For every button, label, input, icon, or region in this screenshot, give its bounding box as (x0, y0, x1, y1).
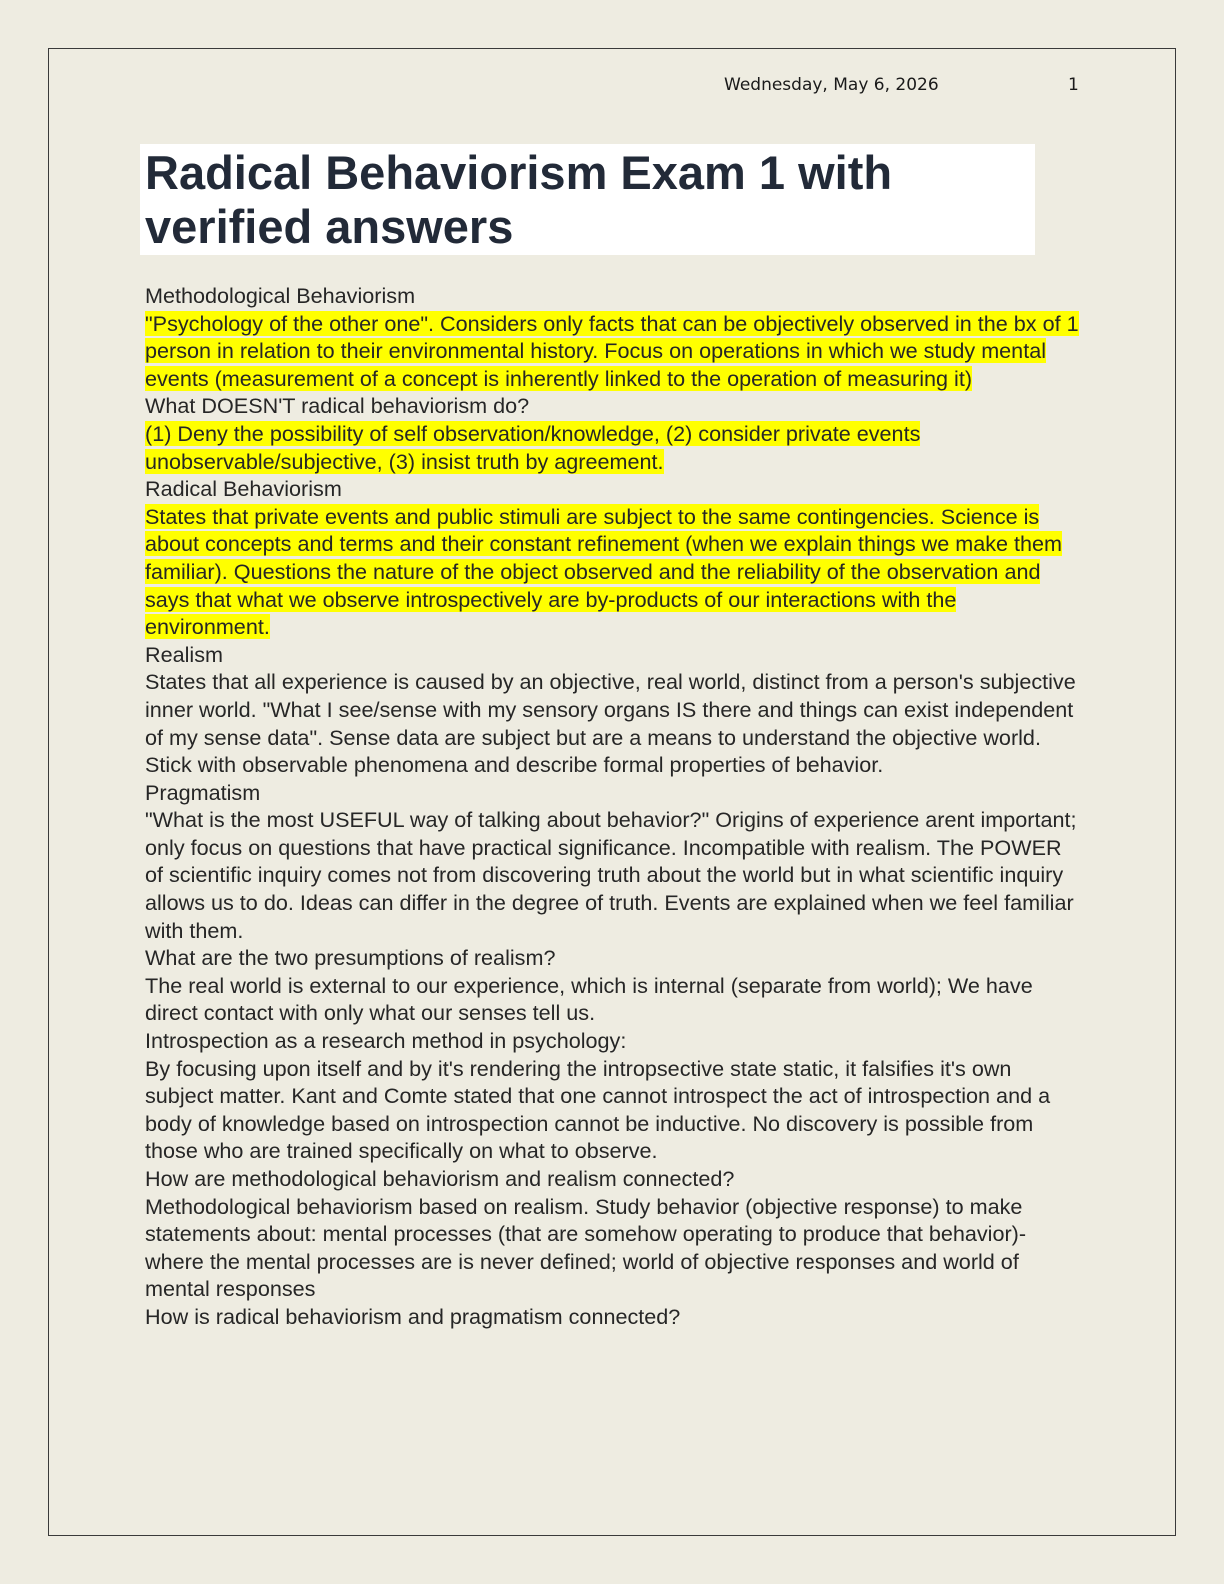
entry-term: What are the two presumptions of realism? (145, 945, 556, 971)
entry-definition: States that all experience is caused by an objective, real world, distinct from a person's subjective inner world. "What I see/sense with my sensory organs IS there and things can exist independent of my sense data". Sense data are subject but are a means to understand the objective world. Stick with observable phenomena and describe formal properties of behavior. (145, 669, 1076, 778)
entry-term: How are methodological behaviorism and realism connected? (145, 1166, 735, 1191)
flashcard-list (145, 282, 1085, 1331)
entry-definition (145, 420, 1085, 475)
highlighted-text: (1) Deny the possibility of self observation/knowledge, (2) consider private events unobservable/subjective, (3) insist truth by agreement. (145, 420, 921, 474)
entry-definition: Methodological behaviorism based on realism. Study behavior (objective response) to make statements about: mental processes (that are somehow operating to produce that behavior)- where the mental processes are is never defined; world of objective responses and world of mental responses (145, 1193, 1027, 1302)
entry-definition: The real world is external to our experience, which is internal (separate from world); We have direct contact with only what our senses tell us. (145, 972, 1033, 1026)
entry-definition: By focusing upon itself and by it's rendering the intropsective state static, it falsifies it's own subject matter. Kant and Comte stated that one cannot introspect the act of introspection and a body of knowledge based on introspection cannot be inductive. No discovery is possible from those who are trained specifically on what to observe. (145, 1055, 1051, 1164)
highlighted-text: "Psychology of the other one". Considers only facts that can be objectively observed in the bx of 1 person in relation to their environmental history. Focus on operations in which we study mental events (measurement of a concept is inherently linked to the operation of measuring it) (145, 310, 1079, 391)
highlighted-text: States that private events and public stimuli are subject to the same contingencies. Science is about concepts and terms and their constant refinement (when we explain things we make them familiar). Questions the nature of the object observed and the reliability of the observation and says that what we observe introspectively are by-products of our interactions with the environment. (145, 503, 1063, 640)
entry-term: Introspection as a research method in psychology: (145, 1028, 627, 1054)
entry-term: Pragmatism (145, 779, 261, 805)
entry-term: Realism (145, 641, 223, 667)
entry-definition: "What is the most USEFUL way of talking about behavior?" Origins of experience arent important; only focus on questions that have practical significance. Incompatible with realism. The POWER of scientific inquiry comes not from discovering truth about the world but in what scientific inquiry allows us to do. Ideas can differ in the degree of truth. Events are explained when we feel familiar with them. (145, 807, 1077, 943)
entry-term: Methodological Behaviorism (145, 283, 416, 308)
entry-definition (145, 310, 1085, 393)
header-page-number: 1 (1068, 75, 1079, 95)
entry-term: What DOESN'T radical behaviorism do? (145, 393, 530, 419)
entry-term: How is radical behaviorism and pragmatism connected? (145, 1303, 681, 1329)
header-date: Wednesday, May 6, 2026 (724, 75, 939, 95)
document-title: Radical Behaviorism Exam 1 with verified answers (145, 146, 893, 253)
entry-definition (145, 503, 1085, 641)
entry-term: Radical Behaviorism (145, 476, 342, 502)
